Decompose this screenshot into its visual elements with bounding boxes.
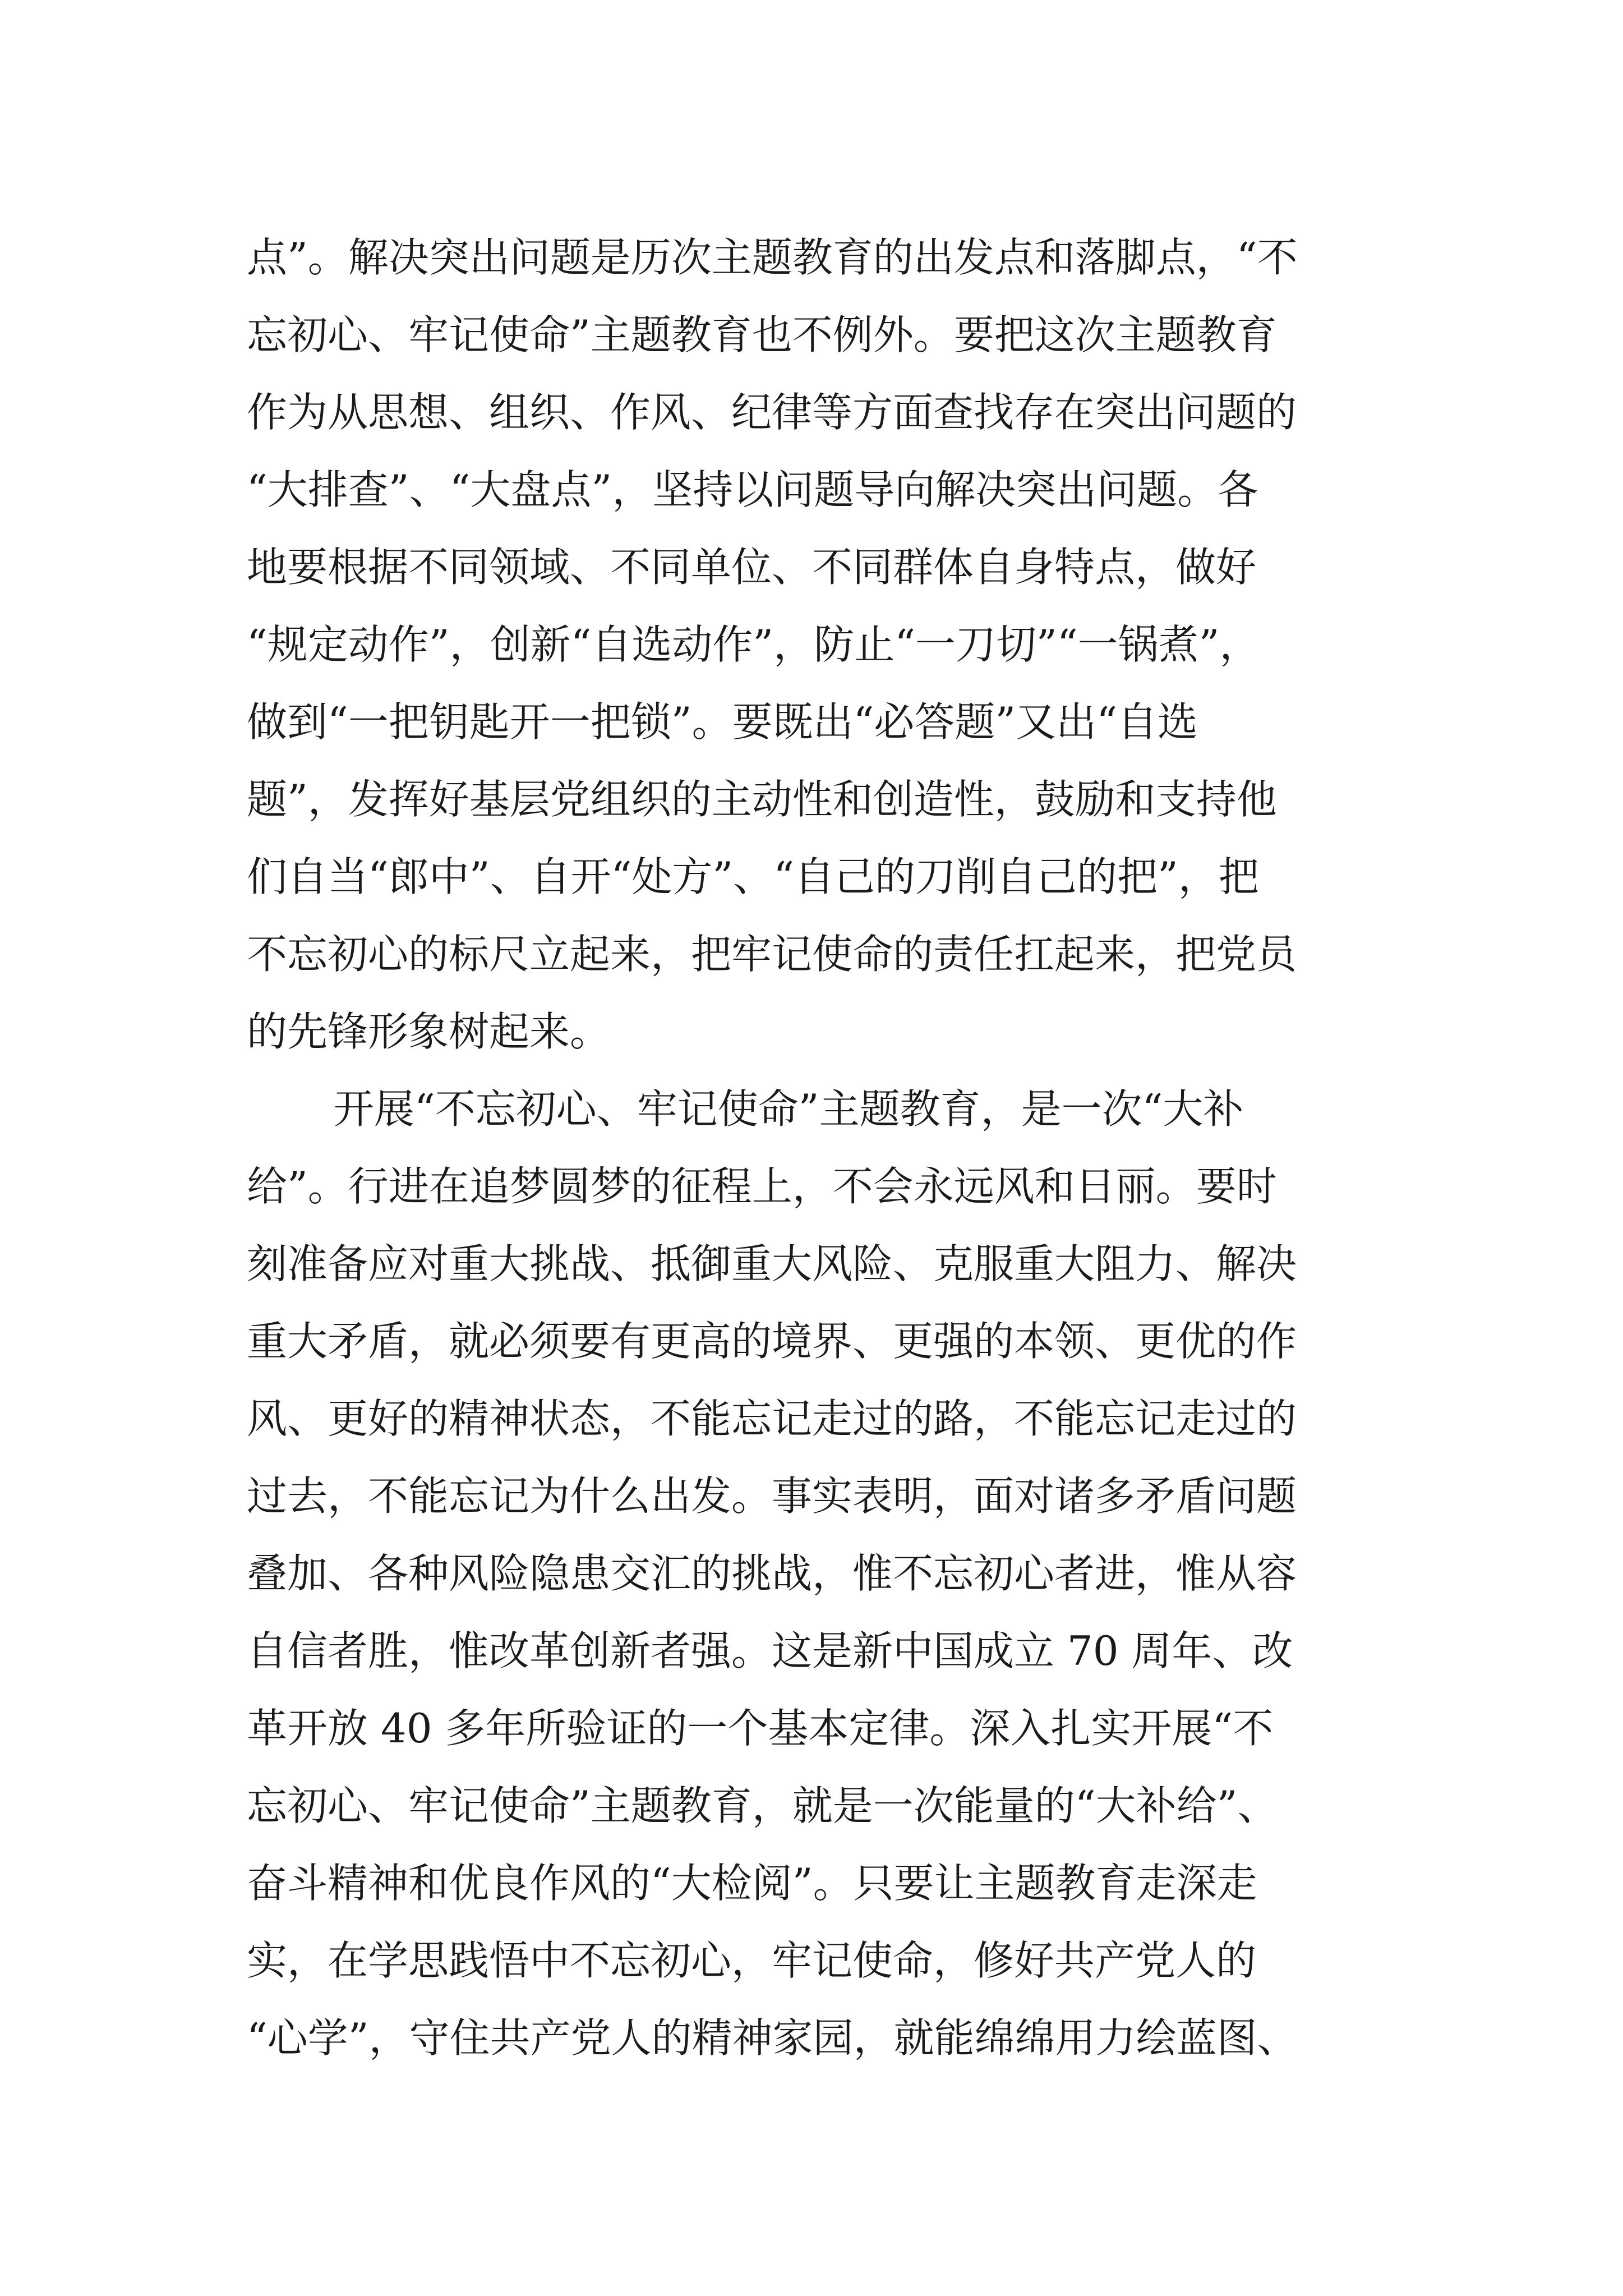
text-line: 实，在学思践悟中不忘初心，牢记使命，修好共产党人的 (247, 1937, 1257, 1984)
text-line: 革开放 40 多年所验证的一个基本定律。深入扎实开展“不 (247, 1705, 1274, 1752)
text-line: 自信者胜，惟改革创新者强。这是新中国成立 70 周年、改 (247, 1627, 1293, 1674)
text-line: 忘初心、牢记使命”主题教育，就是一次能量的“大补给”、 (247, 1782, 1278, 1829)
text-line: 们自当“郎中”、自开“处方”、“自己的刀削自己的把”，把 (247, 853, 1259, 900)
text-line: 忘初心、牢记使命”主题教育也不例外。要把这次主题教育 (247, 311, 1277, 358)
text-line: 奋斗精神和优良作风的“大检阅”。只要让主题教育走深走 (247, 1860, 1257, 1907)
text-line: 作为从思想、组织、作风、纪律等方面查找存在突出问题的 (247, 389, 1297, 436)
body-text (247, 219, 1424, 2077)
text-line: “大排查”、“大盘点”，坚持以问题导向解决突出问题。各 (247, 466, 1258, 513)
text-line: 的先锋形象树起来。 (247, 1008, 611, 1055)
text-line: 重大矛盾，就必须要有更高的境界、更强的本领、更优的作 (247, 1318, 1297, 1365)
text-line: 风、更好的精神状态，不能忘记走过的路，不能忘记走过的 (247, 1395, 1297, 1442)
text-line: 地要根据不同领域、不同单位、不同群体自身特点，做好 (247, 544, 1257, 591)
text-line-first: 开展“不忘初心、牢记使命”主题教育，是一次“大补 (334, 1085, 1244, 1133)
text-line: 给”。行进在追梦圆梦的征程上，不会永远风和日丽。要时 (247, 1163, 1277, 1210)
text-line: 不忘初心的标尺立起来，把牢记使命的责任扛起来，把党员 (247, 931, 1297, 978)
paragraph-2 (247, 1070, 1424, 2077)
text-line: 做到“一把钥匙开一把锁”。要既出“必答题”又出“自选 (247, 698, 1198, 746)
text-line: 点”。解决突出问题是历次主题教育的出发点和落脚点，“不 (247, 234, 1298, 281)
text-line: 题”，发挥好基层党组织的主动性和创造性，鼓励和支持他 (247, 776, 1277, 823)
text-line: “规定动作”，创新“自选动作”，防止“一刀切”“一锅煮”， (247, 621, 1260, 668)
text-line: “心学”，守住共产党人的精神家园，就能绵绵用力绘蓝图、 (247, 2014, 1298, 2062)
paragraph-1 (247, 219, 1424, 1070)
text-line: 过去，不能忘记为什么出发。事实表明，面对诸多矛盾问题 (247, 1473, 1297, 1520)
text-line: 刻准备应对重大挑战、抵御重大风险、克服重大阻力、解决 (247, 1240, 1297, 1287)
text-line: 叠加、各种风险隐患交汇的挑战，惟不忘初心者进，惟从容 (247, 1550, 1297, 1597)
